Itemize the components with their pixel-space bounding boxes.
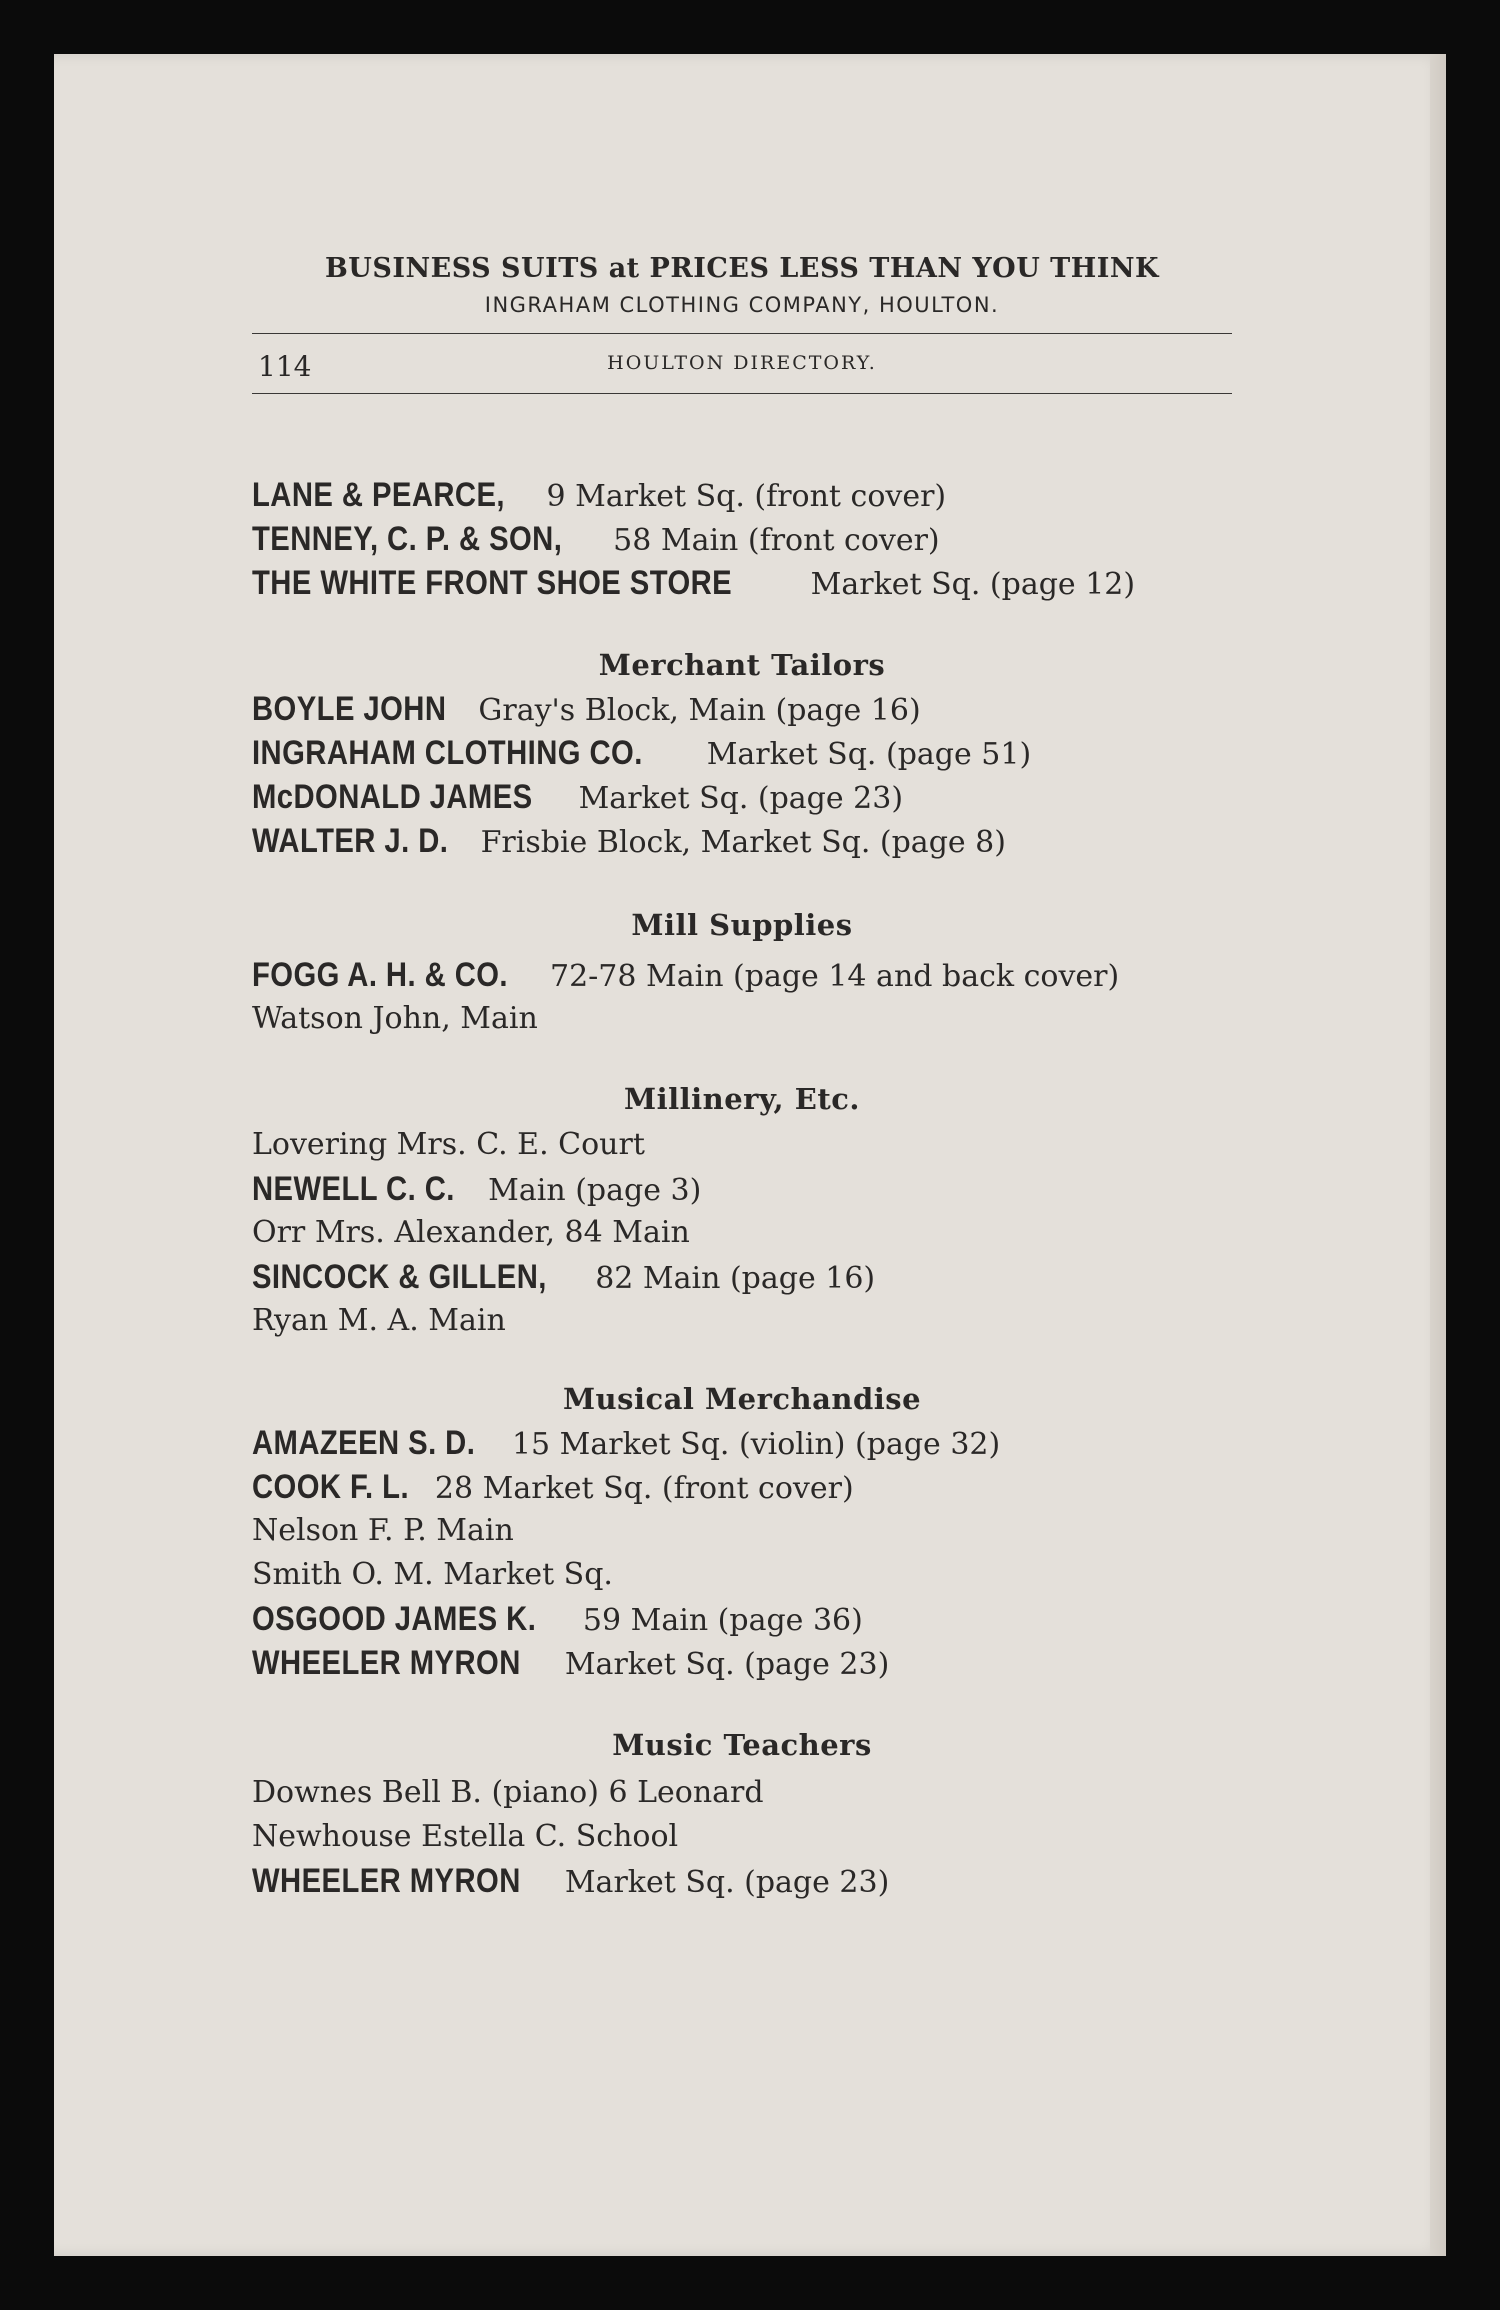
business-name: TENNEY, C. P. & SON, [252, 520, 563, 558]
business-detail: Gray's Block, Main (page 16) [478, 693, 921, 728]
header-rule-top [252, 333, 1232, 334]
business-detail: Market Sq. (page 23) [564, 1865, 890, 1900]
entry-text: Newhouse Estella C. School [252, 1819, 679, 1854]
business-name: BOYLE JOHN [252, 690, 447, 728]
business-name: LANE & PEARCE, [252, 476, 505, 514]
section-heading: Millinery, Etc. [623, 1082, 860, 1116]
business-name: INGRAHAM CLOTHING CO. [252, 734, 643, 772]
directory-entry [252, 1421, 1000, 1465]
business-name: WALTER J. D. [252, 822, 449, 860]
business-detail: Frisbie Block, Market Sq. (page 8) [480, 825, 1006, 860]
business-name: FOGG A. H. & CO. [252, 956, 508, 994]
directory-entry [252, 1255, 875, 1299]
business-detail: 72-78 Main (page 14 and back cover) [549, 959, 1120, 994]
business-name: OSGOOD JAMES K. [252, 1600, 537, 1638]
business-detail: Market Sq. (page 23) [564, 1647, 890, 1682]
directory-entry [252, 1299, 506, 1343]
entry-text: Nelson F. P. Main [252, 1513, 514, 1548]
directory-entry [252, 1771, 764, 1815]
entry-text: Watson John, Main [252, 1001, 538, 1036]
header-rule-bottom [252, 393, 1232, 394]
directory-entry [252, 1859, 889, 1903]
section-heading: Musical Merchandise [562, 1382, 922, 1416]
business-detail: 59 Main (page 36) [582, 1603, 863, 1638]
entry-text: Lovering Mrs. C. E. Court [252, 1127, 645, 1162]
running-head: HOULTON DIRECTORY. [607, 352, 877, 374]
directory-entry [252, 517, 940, 561]
entry-text: Downes Bell B. (piano) 6 Leonard [252, 1775, 764, 1810]
business-name: THE WHITE FRONT SHOE STORE [252, 564, 733, 602]
business-detail: Market Sq. (page 51) [706, 737, 1032, 772]
section-heading: Mill Supplies [631, 908, 853, 942]
directory-entry [252, 1815, 678, 1859]
page-edge [1430, 54, 1446, 2256]
advert-banner-line1: BUSINESS SUITS at PRICES LESS THAN YOU THINK [324, 253, 1160, 284]
business-detail: 9 Market Sq. (front cover) [546, 479, 947, 514]
page-number: 114 [258, 350, 312, 383]
entry-text: Smith O. M. Market Sq. [252, 1557, 613, 1592]
business-name: SINCOCK & GILLEN, [252, 1258, 547, 1296]
directory-entry [252, 561, 1135, 605]
directory-entry [252, 1465, 854, 1509]
directory-entry [252, 473, 946, 517]
business-detail: Market Sq. (page 23) [578, 781, 904, 816]
business-detail: 58 Main (front cover) [613, 523, 940, 558]
directory-entry [252, 953, 1119, 997]
entry-text: Ryan M. A. Main [252, 1303, 506, 1338]
section-heading: Music Teachers [612, 1728, 872, 1762]
directory-entry [252, 819, 1006, 863]
directory-entry [252, 1597, 863, 1641]
business-name: NEWELL C. C. [252, 1170, 455, 1208]
business-name: McDONALD JAMES [252, 778, 533, 816]
business-name: AMAZEEN S. D. [252, 1424, 476, 1462]
business-detail: Market Sq. (page 12) [810, 567, 1136, 602]
directory-entry [252, 1553, 613, 1597]
directory-entry [252, 1509, 514, 1553]
advert-banner-line2: INGRAHAM CLOTHING COMPANY, HOULTON. [484, 293, 1000, 317]
directory-entry [252, 1167, 701, 1211]
directory-entry [252, 731, 1031, 775]
business-detail: Main (page 3) [488, 1173, 702, 1208]
business-detail: 82 Main (page 16) [595, 1261, 876, 1296]
directory-entry [252, 1123, 645, 1167]
business-detail: 15 Market Sq. (violin) (page 32) [511, 1427, 1001, 1462]
section-heading: Merchant Tailors [598, 648, 886, 682]
business-name: WHEELER MYRON [252, 1644, 521, 1682]
business-name: WHEELER MYRON [252, 1862, 521, 1900]
entry-text: Orr Mrs. Alexander, 84 Main [252, 1215, 690, 1250]
business-detail: 28 Market Sq. (front cover) [434, 1471, 854, 1506]
directory-entry [252, 775, 903, 819]
directory-entry [252, 1641, 889, 1685]
directory-entry [252, 1211, 690, 1255]
directory-entry [252, 687, 921, 731]
directory-entry [252, 997, 538, 1041]
business-name: COOK F. L. [252, 1468, 410, 1506]
